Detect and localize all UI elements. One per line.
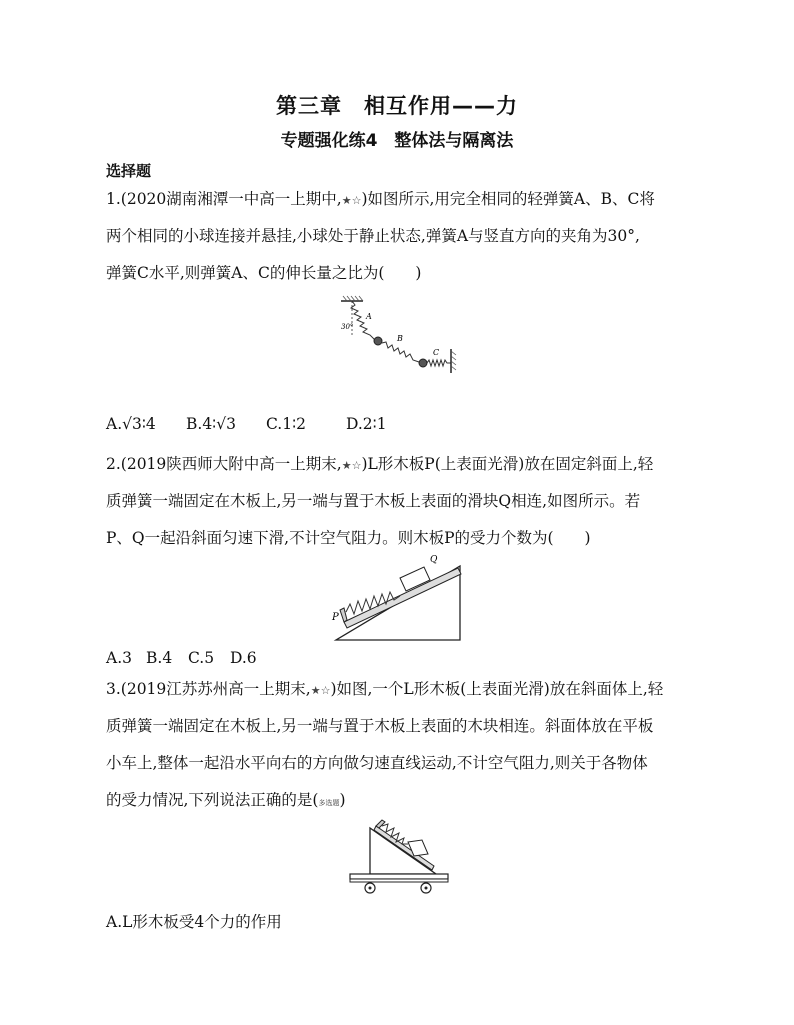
q1-figure — [335, 293, 460, 373]
ball-2 — [419, 359, 427, 367]
q1-line-1: 1.(2020湖南湘潭一中高一上期中,★☆)如图所示,用完全相同的轻弹簧A、B、C将 — [106, 190, 655, 208]
q1-options — [106, 415, 387, 433]
q3-line-4: 的受力情况,下列说法正确的是(多选题) — [106, 791, 346, 809]
q2-line-3: P、Q一起沿斜面匀速下滑,不计空气阻力。则木板P的受力个数为( ) — [106, 529, 591, 547]
spring-b-label: B — [397, 334, 403, 343]
difficulty-star-icon: ★☆ — [310, 684, 331, 697]
difficulty-star-icon: ★☆ — [341, 459, 362, 472]
q2-figure — [330, 548, 466, 643]
q3-line-1: 3.(2019江苏苏州高一上期末,★☆)如图,一个L形木板(上表面光滑)放在斜面体上,轻 — [106, 680, 664, 698]
q1-line-3: 弹簧C水平,则弹簧A、C的伸长量之比为( ) — [106, 264, 422, 282]
q3-line-2: 质弹簧一端固定在木板上,另一端与置于木板上表面的木块相连。斜面体放在平板 — [106, 717, 654, 735]
q1-option-c: C.1∶2 — [266, 415, 306, 433]
q2-option-c: C.5 — [188, 649, 215, 667]
q3-line-3: 小车上,整体一起沿水平向右的方向做匀速直线运动,不计空气阻力,则关于各物体 — [106, 754, 648, 772]
q1-option-a: A.√3∶4 — [106, 415, 156, 433]
chapter-title: 第三章 相互作用——力 — [276, 94, 518, 118]
q2-option-a: A.3 — [106, 649, 132, 667]
spring-a-label: A — [366, 312, 372, 321]
q2-option-d: D.6 — [230, 649, 257, 667]
block-q-label: Q — [430, 555, 438, 565]
angle-label: 30° — [341, 323, 354, 331]
section-label: 选择题 — [106, 162, 152, 180]
q1-option-d: D.2∶1 — [346, 415, 387, 433]
q2-option-b: B.4 — [146, 649, 173, 667]
q1-option-b: B.4∶√3 — [186, 415, 236, 433]
spring-c-label: C — [433, 348, 440, 357]
q2-line-1: 2.(2019陕西师大附中高一上期末,★☆)L形木板P(上表面光滑)放在固定斜面上,轻 — [106, 455, 654, 473]
ball-1 — [374, 337, 382, 345]
multi-select-tag: 多选题 — [318, 799, 340, 807]
q1-line-2: 两个相同的小球连接并悬挂,小球处于静止状态,弹簧A与竖直方向的夹角为30°, — [106, 227, 640, 245]
difficulty-star-icon: ★☆ — [341, 194, 362, 207]
q3-option-a: A.L形木板受4个力的作用 — [106, 913, 282, 931]
board-p-label: P — [332, 612, 339, 623]
section-subtitle: 专题强化练4 整体法与隔离法 — [280, 131, 514, 151]
q2-options — [106, 649, 257, 667]
q3-figure — [344, 818, 452, 898]
q2-line-2: 质弹簧一端固定在木板上,另一端与置于木板上表面的滑块Q相连,如图所示。若 — [106, 492, 641, 510]
